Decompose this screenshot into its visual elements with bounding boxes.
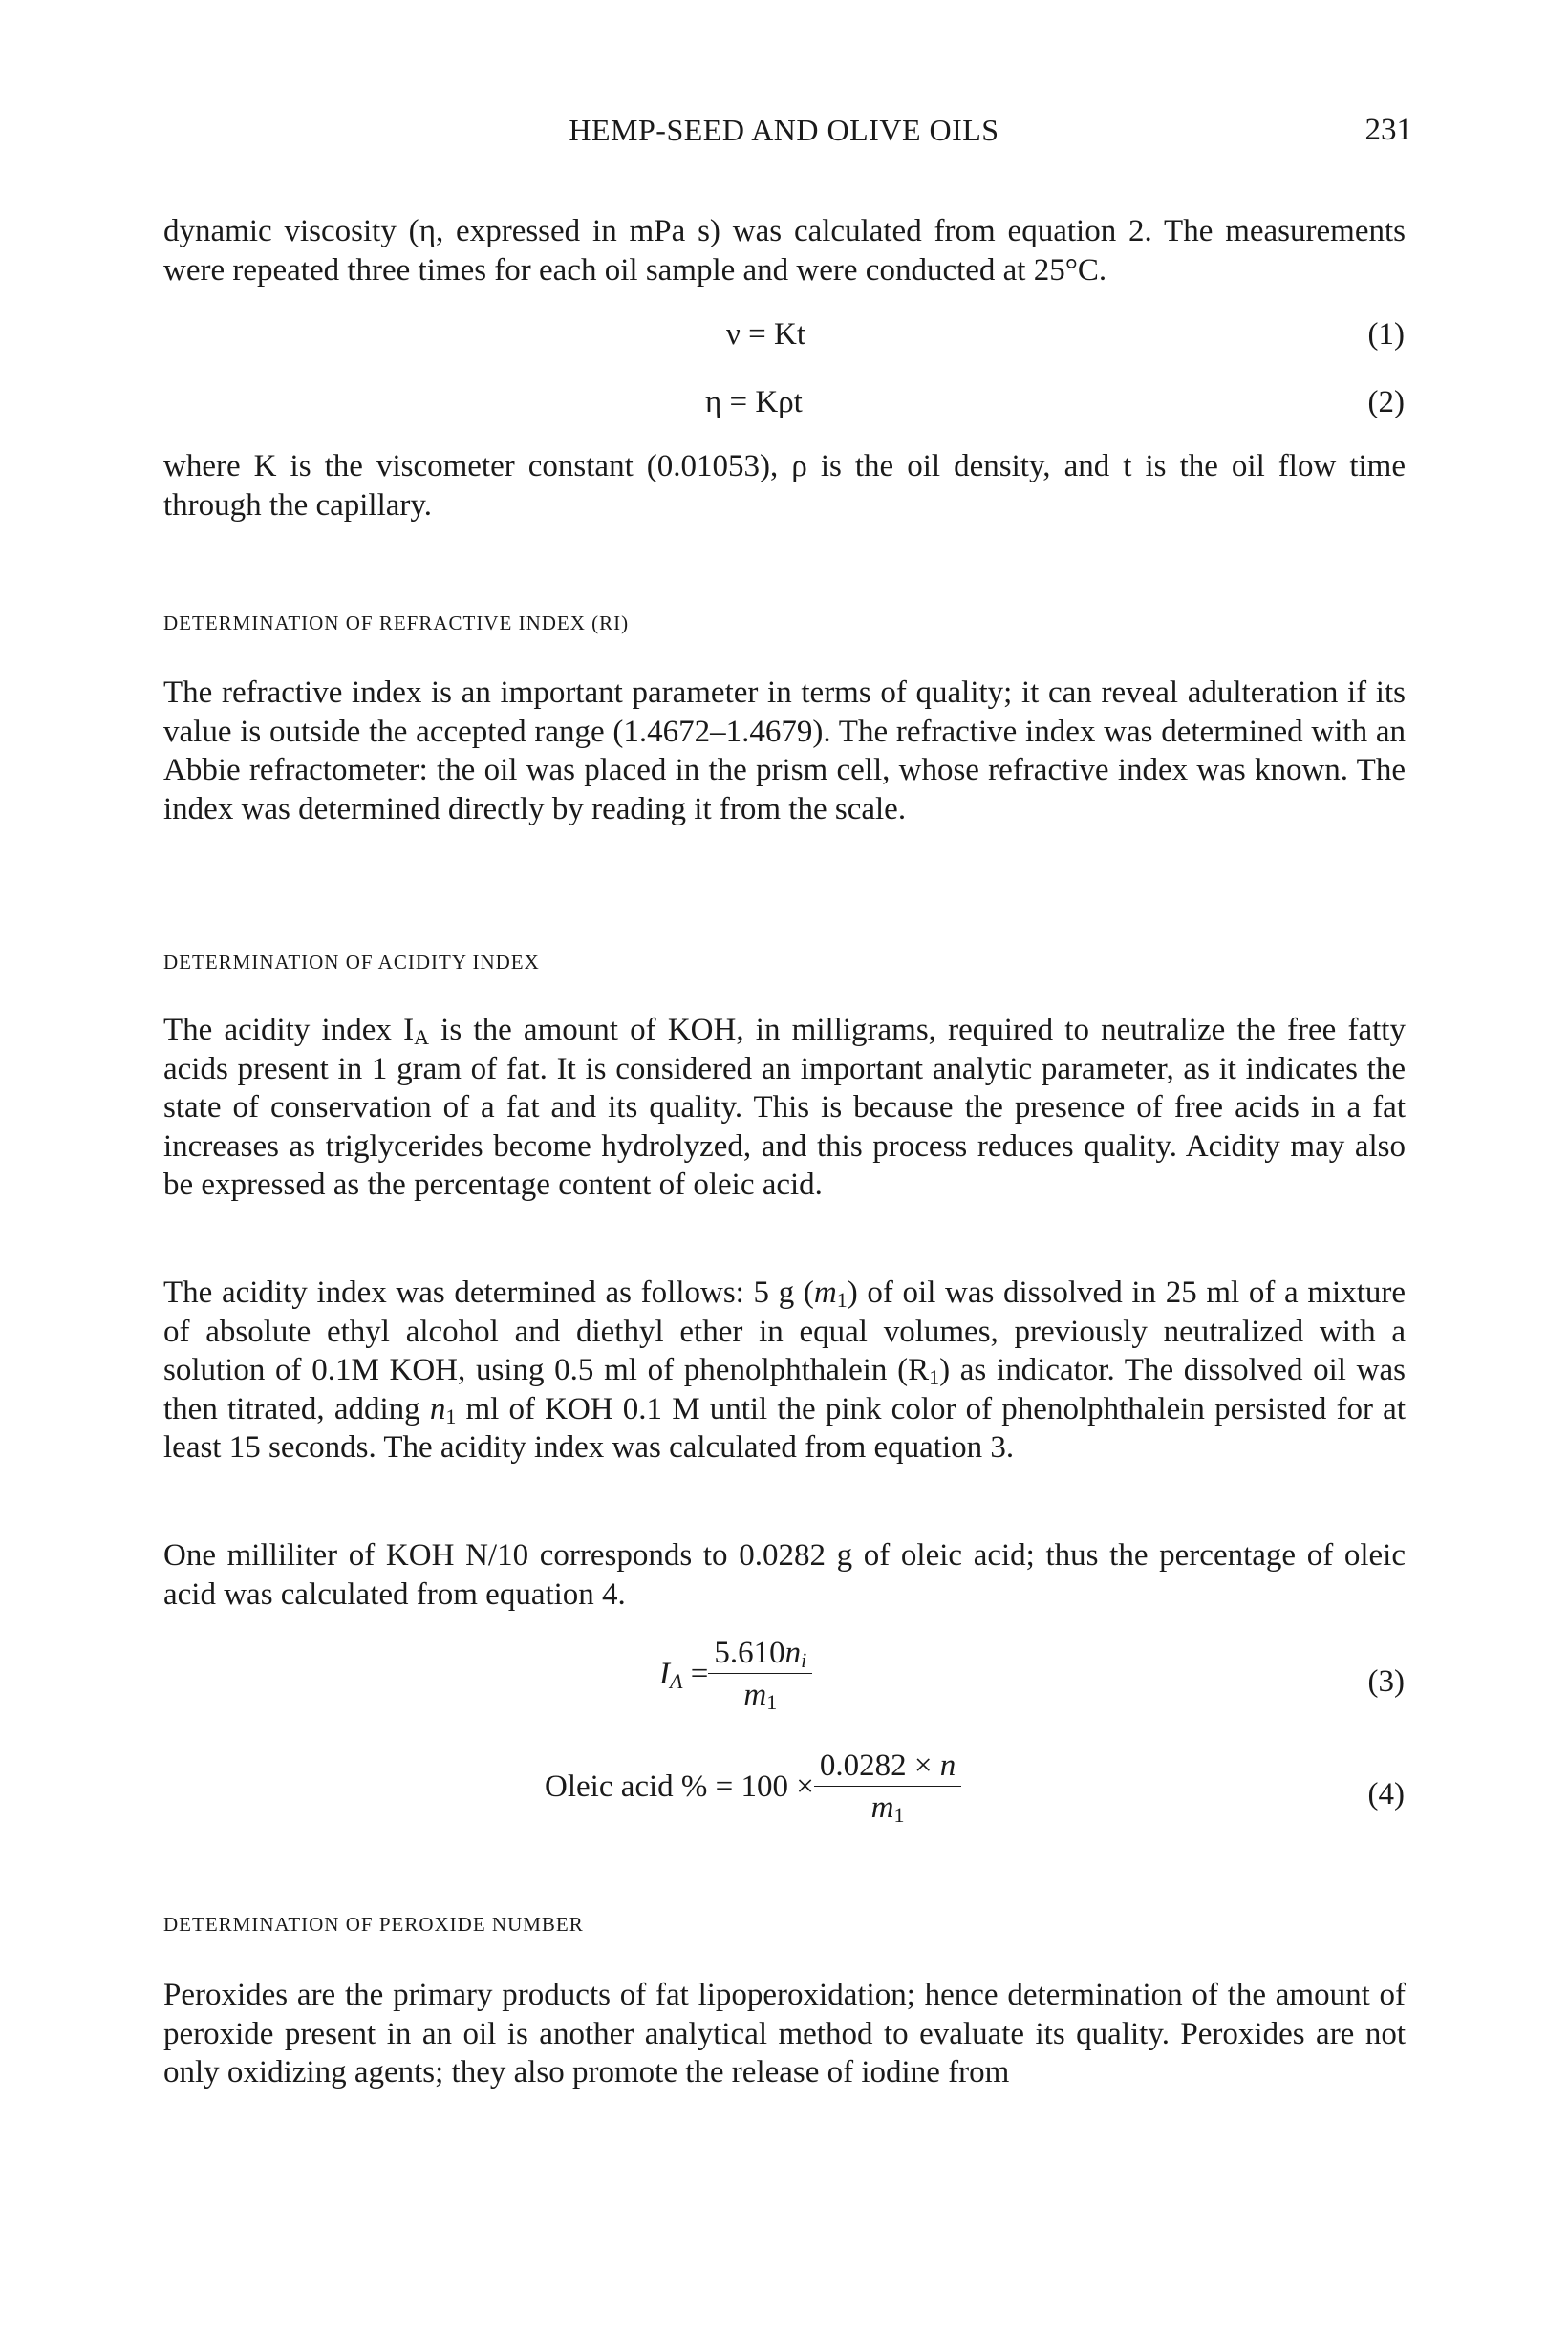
paragraph-oleic-acid: One milliliter of KOH N/10 corresponds to 0.0282 g of oleic acid; thus the percentage of oleic acid was calculated from equation 4. xyxy=(163,1538,1406,1612)
text: dynamic viscosity ( xyxy=(163,214,419,248)
numerator: 5.610 xyxy=(714,1636,785,1670)
equation-1: ν = Kt xyxy=(726,317,806,352)
text: ml of KOH 0.1 M until the pink color of phenolphthalein persisted for at least 15 seconds. The acidity index was calculated from equation 3. xyxy=(163,1391,1406,1465)
fraction xyxy=(814,1748,961,1826)
subscript: A xyxy=(670,1669,683,1693)
subscript: A xyxy=(414,1025,429,1049)
fraction xyxy=(708,1636,812,1713)
heading-refractive-index: DETERMINATION OF REFRACTIVE INDEX (RI) xyxy=(163,611,630,634)
subscript: 1 xyxy=(445,1404,457,1428)
equation-4-number: (4) xyxy=(1367,1777,1405,1812)
equals: = xyxy=(682,1657,709,1691)
paragraph-peroxide: Peroxides are the primary products of fat lipoperoxidation; hence determination of the amount of peroxide present in an oil is another analytical method to evaluate its quality. Peroxides are not only oxidizing agents; they also promote the release of iodine from xyxy=(163,1978,1406,2090)
var-m: m xyxy=(813,1276,837,1310)
var-I: I xyxy=(659,1657,670,1691)
paragraph-constants: where K is the viscometer constant (0.01053), ρ is the oil density, and t is the oil flow time through the capillary. xyxy=(163,449,1406,523)
numerator: 0.0282 × xyxy=(819,1748,940,1783)
heading-acidity-index: DETERMINATION OF ACIDITY INDEX xyxy=(163,951,540,974)
equation-4 xyxy=(545,1748,961,1826)
paragraph-acidity-method xyxy=(163,1274,1406,1468)
page-number: 231 xyxy=(1364,113,1412,147)
var-n: n xyxy=(784,1636,802,1670)
subscript: 1 xyxy=(836,1288,848,1312)
text: The acidity index I xyxy=(163,1013,415,1047)
subscript: i xyxy=(801,1648,807,1672)
heading-peroxide-number: DETERMINATION OF PEROXIDE NUMBER xyxy=(163,1913,584,1936)
subscript: 1 xyxy=(766,1690,778,1714)
paragraph-acidity-definition xyxy=(163,1011,1406,1205)
subscript: 1 xyxy=(929,1365,940,1389)
equation-2-number: (2) xyxy=(1367,385,1405,419)
denominator: m xyxy=(870,1790,894,1825)
subscript: 1 xyxy=(893,1803,905,1827)
denominator: m xyxy=(743,1678,767,1712)
paragraph-refractive-index: The refractive index is an important parameter in terms of quality; it can reveal adulteration if its value is outside the accepted range (1.4672–1.4679). The refractive index was determined with an Abbie refractometer: the oil was placed in the prism cell, whose refractive index was known. The index was determined directly by reading it from the scale. xyxy=(163,675,1406,826)
equation-lhs: Oleic acid % = 100 × xyxy=(545,1769,814,1804)
running-head: HEMP-SEED AND OLIVE OILS xyxy=(569,113,999,147)
equation-3-number: (3) xyxy=(1367,1664,1405,1699)
equation-1-number: (1) xyxy=(1367,317,1405,352)
equation-2: η = Kρt xyxy=(705,385,803,419)
text: is the amount of KOH, in milligrams, required to neutralize the free fatty acids present in 1 gram of fat. It is considered an important analytic parameter, as it indicates the state of conservation of a fat and its quality. This is because the presence of free acids in a fat increases as triglycerides become hydrolyzed, and this process reduces quality. Acidity may also be expressed as the percentage content of oleic acid. xyxy=(163,1013,1406,1202)
eta-symbol: η xyxy=(419,214,436,248)
paragraph-viscosity xyxy=(163,212,1406,289)
text: ) of oil was dissolved in 25 ml of a mixture of absolute ethyl alcohol and diethyl ether in equal volumes, previously neutralized with a solution of 0.1M KOH, using 0.5 ml of phenolphthalein (R xyxy=(163,1276,1406,1387)
text: ) as indicator. The dissolved oil was then titrated, adding xyxy=(163,1353,1406,1426)
text: , expressed in mPa s) was calculated from equation 2. The measurements were repeated three times for each oil sample and were conducted at 25°C. xyxy=(163,214,1406,288)
var-n: n xyxy=(429,1391,446,1426)
var-n: n xyxy=(939,1748,956,1783)
text: The acidity index was determined as follows: 5 g ( xyxy=(163,1276,814,1310)
equation-3 xyxy=(659,1636,812,1713)
